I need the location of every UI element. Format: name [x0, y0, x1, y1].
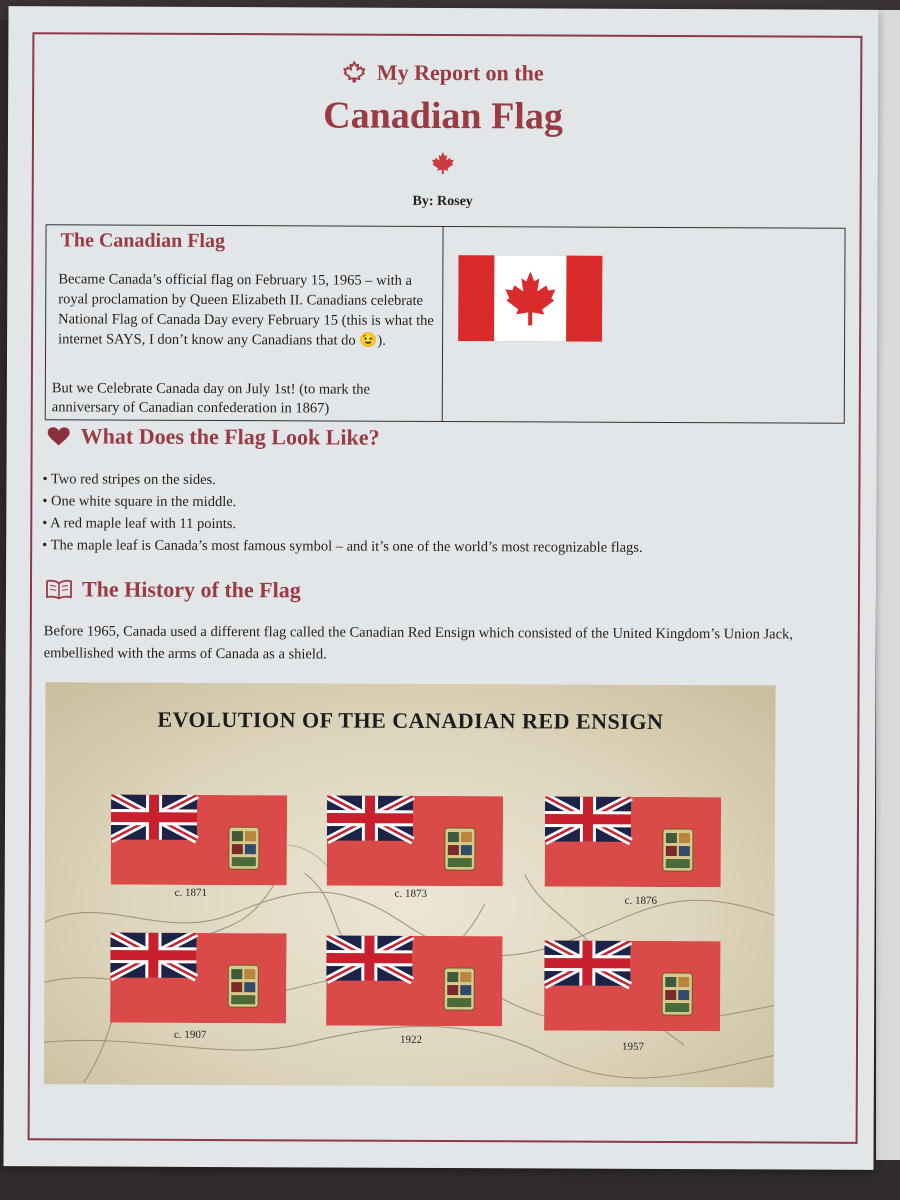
report-page — [3, 6, 878, 1170]
page-content — [3, 6, 878, 1170]
ensign-year-label: c. 1871 — [174, 886, 208, 899]
red-ensign-flag — [326, 936, 502, 1032]
open-book-icon — [46, 579, 72, 605]
ensign-year-label: 1957 — [621, 1040, 645, 1053]
canadian-flag-image — [458, 255, 602, 347]
ensign-year-label: 1922 — [400, 1033, 423, 1046]
page-title: Canadian Flag — [323, 94, 563, 138]
list-item: • The maple leaf is Canada’s most famous symbol – and it’s one of the world’s most recognizable flags. — [42, 534, 842, 559]
info-text-cell — [46, 225, 444, 421]
section-look-heading — [47, 423, 380, 453]
red-ensign-flag — [111, 795, 287, 891]
maple-leaf-icon — [431, 151, 455, 180]
title-line-1 — [8, 58, 878, 91]
evolution-title: EVOLUTION OF THE CANADIAN RED ENSIGN — [157, 706, 664, 734]
ensign-year-label: c. 1907 — [174, 1028, 207, 1041]
info-heading: The Canadian Flag — [60, 229, 226, 253]
info-table — [45, 224, 846, 423]
red-ensign-flag — [544, 940, 720, 1036]
red-ensign-evolution-image — [44, 682, 776, 1087]
red-ensign-flag — [110, 933, 286, 1029]
ensign-year-label: c. 1873 — [394, 887, 428, 900]
info-paragraph-2: But we Celebrate Canada day on July 1st! (to mark the anniversary of Canadian confederation in 1867) — [51, 380, 371, 417]
history-paragraph: Before 1965, Canada used a different flag called the Canadian Red Ensign which consisted of the United Kingdom’s Union Jack, embellished with the arms of Canada as a shield. — [43, 623, 793, 663]
title-line-1-text: My Report on the — [376, 59, 544, 86]
info-paragraph-1: Became Canada’s official flag on February 15, 1965 – with a royal proclamation by Queen Elizabeth II. Canadians celebrate National Flag of Canada Day every February 15 (this is what the internet SAYS, I don’t know any Canadians that do 😉). — [58, 271, 434, 349]
list-item: • One white square in the middle. — [42, 490, 842, 515]
section-history-heading-text: The History of the Flag — [81, 576, 301, 603]
maple-leaf-outline-icon — [343, 61, 365, 89]
red-ensign-flag — [545, 796, 721, 892]
heart-icon — [47, 426, 71, 452]
section-history-heading — [46, 576, 301, 606]
author-byline: By: Rosey — [412, 193, 473, 210]
look-bullet-list — [42, 468, 842, 559]
ensign-year-label: c. 1876 — [624, 894, 658, 907]
list-item: • A red maple leaf with 11 points. — [42, 512, 842, 537]
section-look-heading-text: What Does the Flag Look Like? — [80, 423, 380, 450]
red-ensign-flag — [327, 796, 503, 892]
list-item: • Two red stripes on the sides. — [42, 468, 842, 493]
second-paper-edge — [876, 10, 900, 1160]
